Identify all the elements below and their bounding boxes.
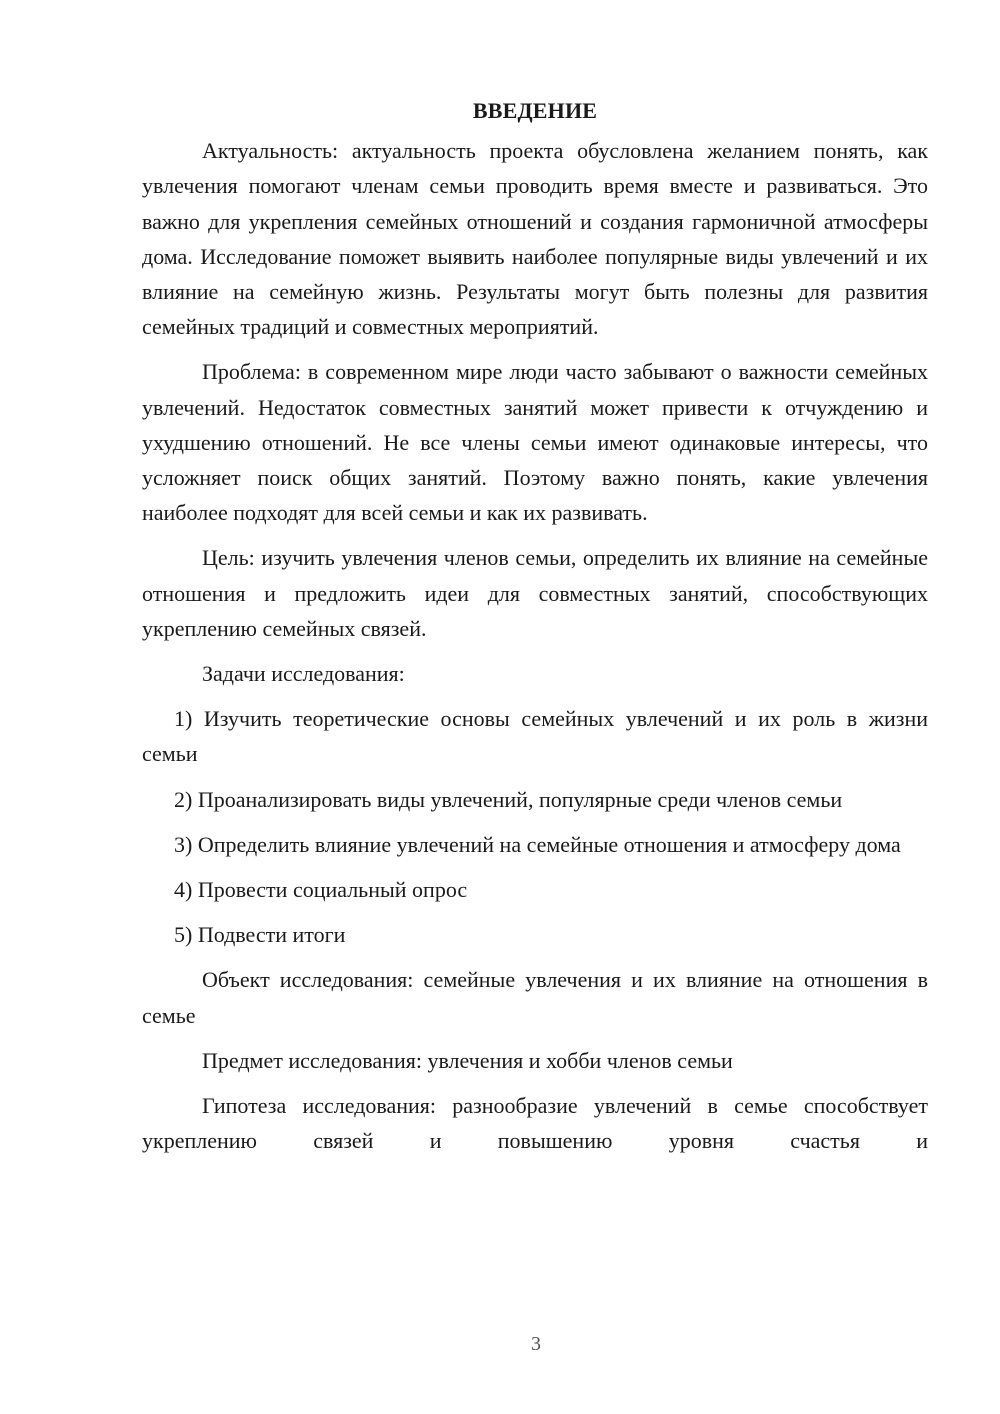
relevance-paragraph: Актуальность: актуальность проекта обусловлена желанием понять, как увлечения помогают членам семьи проводить время вместе и развиваться. Это важно для укрепления семейных отношений и создания гармоничной атмосферы дома. Исследование поможет выявить наиболее популярные виды увлечений и их влияние на семейную жизнь. Результаты могут быть полезны для развития семейных традиций и совместных мероприятий. [142, 138, 928, 340]
task-item-2: 2) Проанализировать виды увлечений, популярные среди членов семьи [174, 786, 843, 812]
tasks-heading: Задачи исследования: [202, 661, 405, 687]
subject-paragraph: Предмет исследования: увлечения и хобби членов семьи [202, 1047, 733, 1073]
task-item-3: 3) Определить влияние увлечений на семейные отношения и атмосферу дома [174, 831, 901, 857]
problem-paragraph: Проблема: в современном мире люди часто забывают о важности семейных увлечений. Недостаток совместных занятий может привести к отчуждению и ухудшению отношений. Не все члены семьи имеют одинаковые интересы, что усложняет поиск общих занятий. Поэтому важно понять, какие увлечения наиболее подходят для всей семьи и как их развивать. [142, 359, 928, 526]
task-item-4: 4) Провести социальный опрос [174, 877, 468, 903]
hypothesis-paragraph: Гипотеза исследования: разнообразие увлечений в семье способствует укреплению связей и повышению уровня счастья и [142, 1093, 928, 1154]
page-title: ВВЕДЕНИЕ [472, 98, 598, 123]
document-page [142, 93, 928, 1168]
task-item-1: 1) Изучить теоретические основы семейных увлечений и их роль в жизни семьи [142, 706, 928, 767]
page-number: 3 [531, 1333, 541, 1355]
object-paragraph: Объект исследования: семейные увлечения и их влияние на отношения в семье [142, 967, 928, 1028]
task-item-5: 5) Подвести итоги [174, 922, 346, 948]
goal-paragraph: Цель: изучить увлечения членов семьи, определить их влияние на семейные отношения и предложить идеи для совместных занятий, способствующих укреплению семейных связей. [142, 545, 928, 641]
